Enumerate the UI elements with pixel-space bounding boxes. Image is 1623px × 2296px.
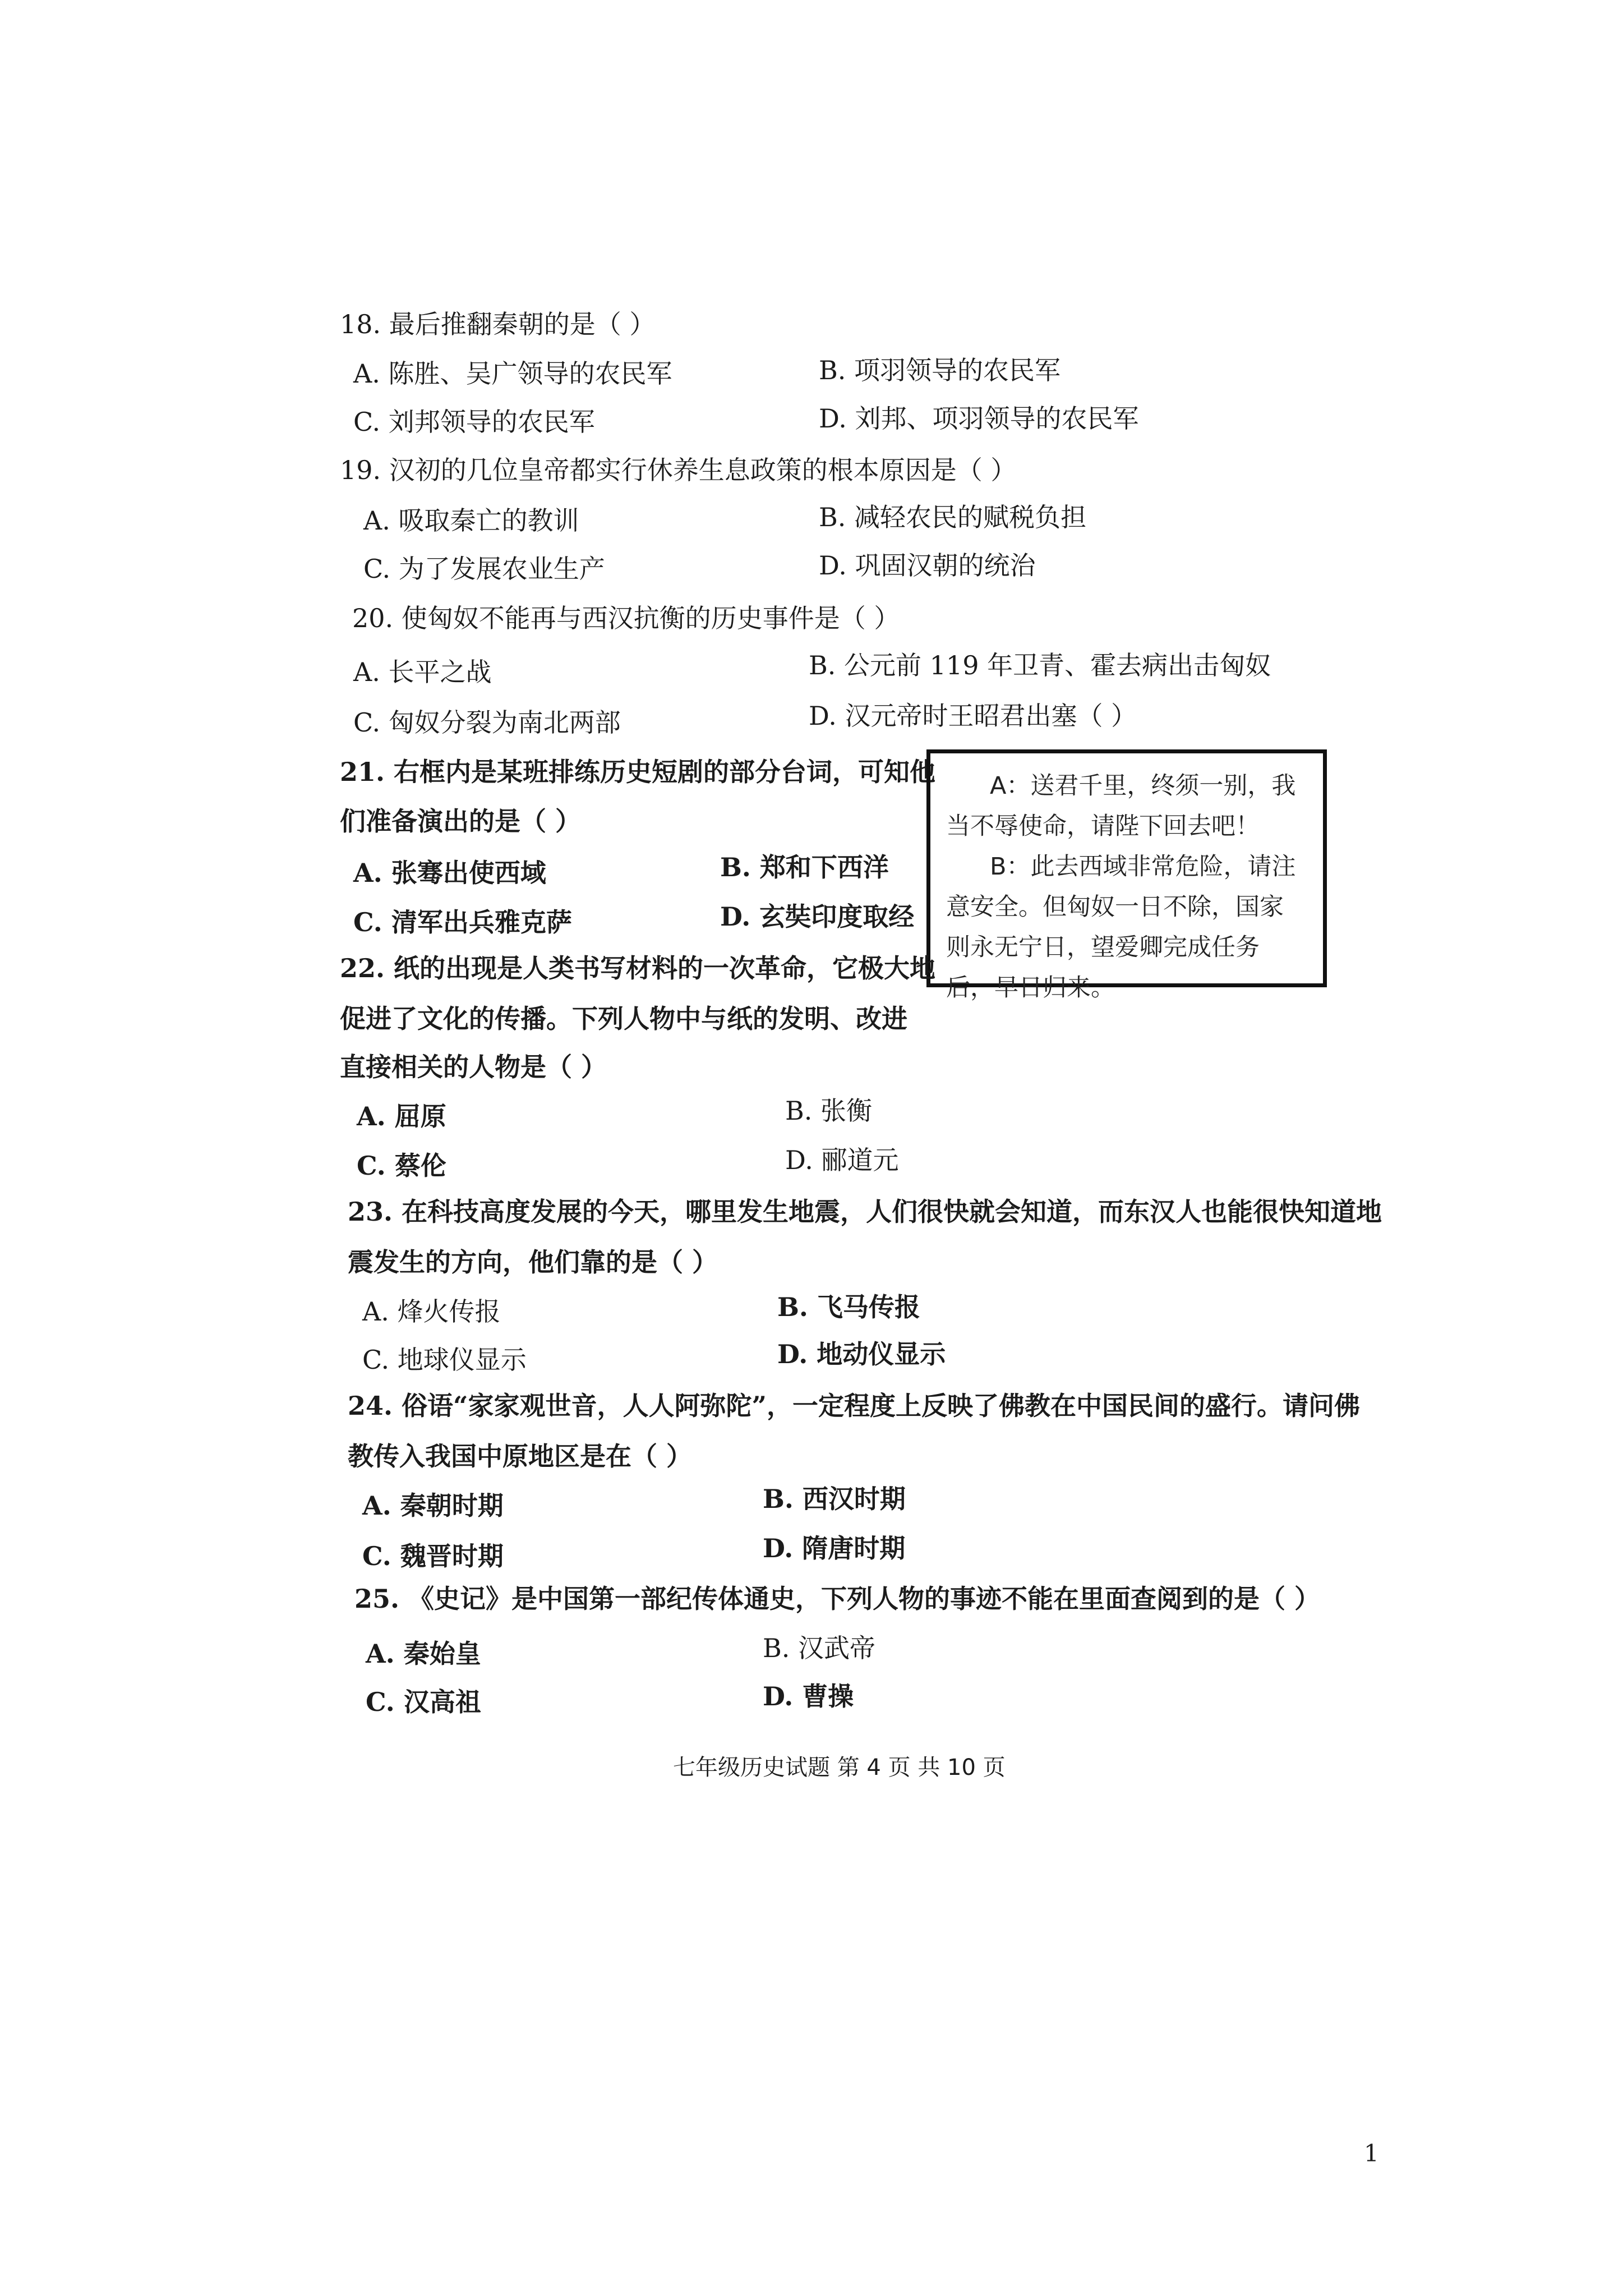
q18-option-b: B. 项羽领导的农民军: [819, 355, 1061, 385]
q23-option-c: C. 地球仪显示: [362, 1345, 527, 1375]
q21-stem-line-2: 们准备演出的是（ ）: [340, 806, 582, 836]
q24-option-a: A. 秦朝时期: [362, 1490, 504, 1521]
q22-option-a: A. 屈原: [357, 1101, 446, 1131]
q24-option-d: D. 隋唐时期: [763, 1533, 906, 1563]
q21-option-b: B. 郑和下西洋: [720, 852, 889, 882]
q24-option-b: B. 西汉时期: [763, 1484, 906, 1514]
page-number: 1: [1364, 2139, 1379, 2167]
q18-option-c: C. 刘邦领导的农民军: [353, 407, 595, 437]
q24-stem-line-2: 教传入我国中原地区是在（ ）: [348, 1441, 693, 1471]
dialogue-line-b: B：此去西域非常危险，请注意安全。但匈奴一日不除，国家则永无宁日，望爱卿完成任务后，早日归来。: [946, 853, 1296, 1002]
q20-option-d: D. 汉元帝时王昭君出塞（ ）: [809, 701, 1137, 731]
q24-option-c: C. 魏晋时期: [362, 1541, 504, 1571]
q20-option-c: C. 匈奴分裂为南北两部: [353, 707, 621, 738]
q25-option-d: D. 曹操: [763, 1681, 854, 1711]
q19-option-c: C. 为了发展农业生产: [363, 554, 605, 584]
q25-option-c: C. 汉高祖: [366, 1687, 481, 1717]
q25-option-b: B. 汉武帝: [763, 1633, 876, 1663]
q23-option-a: A. 烽火传报: [362, 1296, 501, 1327]
q25-option-a: A. 秦始皇: [366, 1639, 481, 1669]
dialogue-box: [926, 749, 1327, 1002]
q22-stem-line-2: 促进了文化的传播。下列人物中与纸的发明、改进: [340, 1004, 907, 1034]
q19-option-d: D. 巩固汉朝的统治: [819, 550, 1036, 581]
q23-option-b: B. 飞马传报: [777, 1292, 920, 1322]
q21-option-c: C. 清军出兵雅克萨: [353, 907, 572, 937]
q21-option-d: D. 玄奘印度取经: [720, 901, 915, 932]
q23-stem-line-1: 23. 在科技高度发展的今天，哪里发生地震，人们很快就会知道，而东汉人也能很快知道地: [348, 1197, 1382, 1227]
q19-option-b: B. 减轻农民的赋税负担: [819, 502, 1087, 532]
q22-stem-line-1: 22. 纸的出现是人类书写材料的一次革命，它极大地: [340, 953, 936, 983]
q22-option-d: D. 郦道元: [785, 1145, 899, 1175]
q21-stem-line-1: 21. 右框内是某班排练历史短剧的部分台词，可知他: [340, 757, 936, 787]
q19-stem: 19. 汉初的几位皇帝都实行休养生息政策的根本原因是（ ）: [340, 455, 1017, 485]
q22-option-c: C. 蔡伦: [357, 1151, 446, 1181]
q19-option-a: A. 吸取秦亡的教训: [363, 505, 579, 536]
q22-option-b: B. 张衡: [785, 1096, 873, 1126]
q18-stem: 18. 最后推翻秦朝的是（ ）: [340, 309, 656, 339]
q21-option-a: A. 张骞出使西域: [353, 858, 546, 888]
dialogue-line-a: A：送君千里，终须一别，我当不辱使命，请陛下回去吧！: [946, 772, 1296, 840]
q24-stem-line-1: 24. 俗语“家家观世音，人人阿弥陀”，一定程度上反映了佛教在中国民间的盛行。请问佛: [348, 1391, 1360, 1421]
q18-option-a: A. 陈胜、吴广领导的农民军: [353, 358, 672, 389]
q20-option-a: A. 长平之战: [353, 657, 492, 687]
page-footer: 七年级历史试题 第 4 页 共 10 页: [673, 1755, 1006, 1780]
q18-option-d: D. 刘邦、项羽领导的农民军: [819, 403, 1139, 434]
q23-stem-line-2: 震发生的方向，他们靠的是（ ）: [348, 1247, 718, 1277]
q23-option-d: D. 地动仪显示: [777, 1339, 946, 1369]
q20-stem: 20. 使匈奴不能再与西汉抗衡的历史事件是（ ）: [352, 603, 900, 633]
q22-stem-line-3: 直接相关的人物是（ ）: [340, 1052, 607, 1082]
q25-stem: 25. 《史记》是中国第一部纪传体通史，下列人物的事迹不能在里面查阅到的是（ ）: [354, 1584, 1321, 1614]
q20-option-b: B. 公元前 119 年卫青、霍去病出击匈奴: [809, 650, 1271, 680]
